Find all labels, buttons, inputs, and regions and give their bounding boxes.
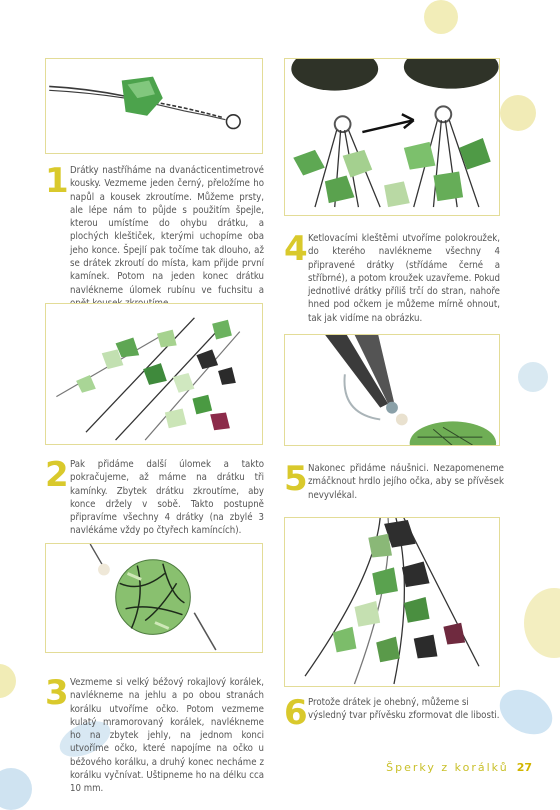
step-5-text: Nakonec přidáme náušnici. Nezapomeneme zmáčknout hrdlo jejího očka, aby se přívěsek nevyvlékal. bbox=[308, 463, 504, 501]
step-1-number: 1 bbox=[45, 161, 69, 201]
step-4-number: 4 bbox=[284, 229, 308, 269]
step-3-text: Vezmeme si velký béžový rokajlový korálek, navlékneme na jehlu a po obou stranách korálku utvoříme očko. Potom vezmeme kulatý mramorovaný korálek, navlékneme ho na zbytek jehly, na jednom konci utvoříme očko, které napojíme na očko u béžového korálku, a druhý konec necháme z korálku vyčnívat. Uštipneme ho na délku cca 10 mm. bbox=[70, 677, 264, 795]
decor-dot bbox=[0, 768, 32, 810]
four-wires-in-ring-image bbox=[285, 59, 499, 215]
page-number: 27 bbox=[516, 761, 532, 774]
twisted-wire-with-stone-image bbox=[46, 59, 262, 153]
four-wires-with-stones-image bbox=[46, 304, 262, 444]
decor-dot bbox=[424, 0, 458, 34]
finished-pendant-image bbox=[285, 518, 499, 686]
step-2-number: 2 bbox=[45, 455, 69, 495]
step-6-number: 6 bbox=[284, 693, 308, 733]
step-5-number: 5 bbox=[284, 459, 308, 499]
decor-dot bbox=[524, 588, 560, 658]
photo-step-2 bbox=[45, 303, 263, 445]
pliers-closing-earring-image bbox=[285, 335, 499, 445]
step-4-text: Ketlovacími kleštěmi utvoříme polokroužek, do kterého navlékneme všechny 4 připravené drátky (střídáme černé a stříbrné), a potom kroužek uzavřeme. Pokud jednotlivé drátky příliš trčí do stran, nahoře hned pod očkem je můžeme mírně ohnout, tak jak vidíme na obrázku. bbox=[308, 233, 500, 324]
decor-dot bbox=[0, 664, 16, 698]
decor-dot bbox=[518, 362, 548, 392]
marbled-round-bead-image bbox=[46, 544, 262, 652]
book-title: Šperky z korálků bbox=[386, 761, 509, 774]
photo-step-6 bbox=[284, 517, 500, 687]
step-6-text: Protože drátek je ohebný, můžeme si výsledný tvar přívěsku zformovat dle libosti. bbox=[308, 697, 500, 722]
photo-step-1 bbox=[45, 58, 263, 154]
photo-step-4 bbox=[284, 58, 500, 216]
step-1-text: Drátky nastříháme na dvanácticentimetrové kousky. Vezmeme jeden černý, přeložíme ho napůl a kousek zkroutíme. Můžeme prsty, ale lépe nám to půjde s použitím špejle, kterou umístíme do ohybu drátku, a plochých kleštiček, kterými uchopíme oba jeho konce. Špejlí pak točíme tak dlouho, až se drátek zkroutí do místa, kam přijde první kamínek. Potom na jeden konec drátku navlékneme úlomek rubínu ve fuchsitu a bbox=[70, 165, 264, 296]
photo-step-5 bbox=[284, 334, 500, 446]
photo-step-3 bbox=[45, 543, 263, 653]
step-2-text: Pak přidáme další úlomek a takto pokračujeme, až máme na drátku tři kamínky. Zbytek drátku zkroutíme, aby konce držely v sobě. Takto postupně připravíme všechny 4 drátky (na zbylé 3 navlékáme vždy po čtyřech kamíncích). bbox=[70, 459, 264, 537]
step-3-number: 3 bbox=[45, 673, 69, 713]
page-footer bbox=[386, 761, 532, 774]
decor-dot bbox=[500, 95, 536, 131]
